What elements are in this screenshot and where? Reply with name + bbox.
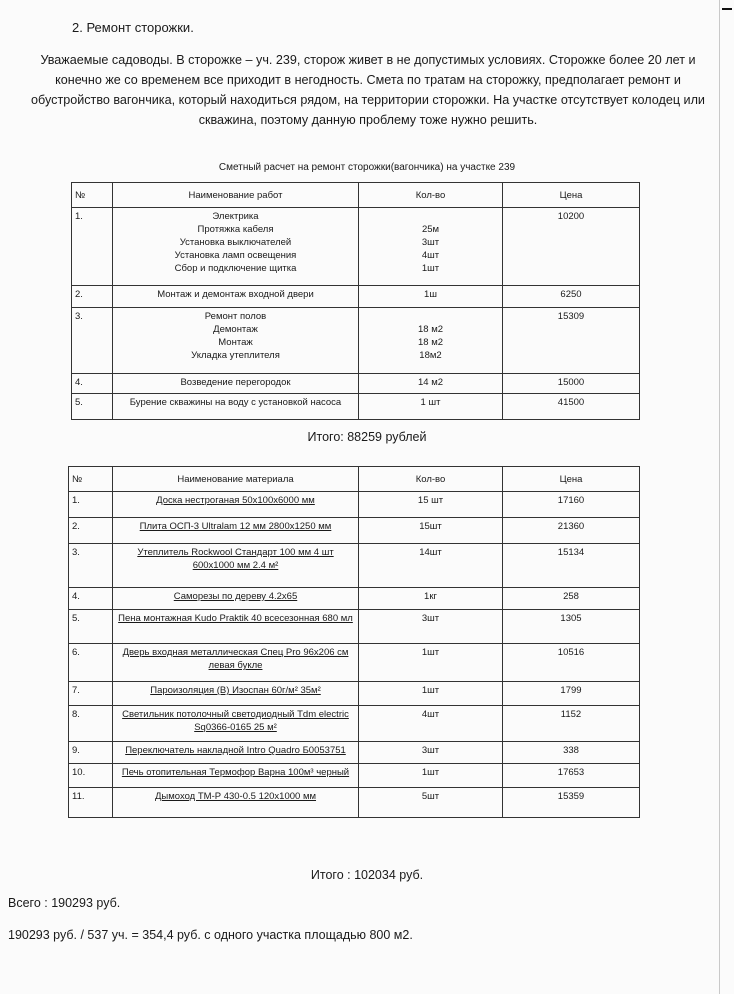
quantity-cell (359, 374, 503, 394)
work-name-line: Монтаж и демонтаж входной двери (157, 289, 314, 300)
header-material-name: Наименование материала (113, 467, 359, 492)
works-table-caption: Сметный расчет на ремонт сторожки(вагончика) на участке 239 (218, 162, 516, 173)
quantity-line: 1шт (421, 263, 440, 274)
works-estimate-table (71, 182, 640, 420)
table-row (69, 544, 640, 588)
material-name-cell (113, 706, 359, 742)
work-name-cell (113, 286, 359, 308)
price-cell: 338 (503, 742, 640, 764)
work-name-line: Установка выключателей (179, 237, 292, 248)
row-number: 4. (72, 374, 113, 394)
quantity-cell: 15шт (359, 518, 503, 544)
row-number: 2. (72, 286, 113, 308)
quantity-line: 18 м2 (417, 337, 444, 348)
material-name: Переключатель накладной Intro Quadro Б0053751 (125, 745, 346, 756)
quantity-cell: 3шт (359, 610, 503, 644)
material-name: Плита ОСП-3 Ultralam 12 мм 2800х1250 мм (139, 521, 332, 532)
row-number: 8. (69, 706, 113, 742)
table-row (69, 706, 640, 742)
quantity-line: 25м (421, 224, 440, 235)
material-name: Пена монтажная Kudo Praktik 40 всесезонная 680 мл (118, 613, 353, 624)
quantity-cell (359, 286, 503, 308)
quantity-cell: 3шт (359, 742, 503, 764)
per-lot-calculation: 190293 руб. / 537 уч. = 354,4 руб. с одного участка площадью 800 м2. (8, 928, 413, 942)
header-num: № (72, 183, 113, 208)
quantity-cell (359, 208, 503, 286)
material-name: Пароизоляция (В) Изоспан 60г/м² 35м² (150, 685, 321, 696)
header-quantity: Кол-во (359, 467, 503, 492)
row-number: 3. (69, 544, 113, 588)
material-name: Утеплитель Rockwool Стандарт 100 мм 4 шт 600x1000 мм 2.4 м² (137, 547, 334, 571)
intro-paragraph: Уважаемые садоводы. В сторожке – уч. 239, сторож живет в не допустимых условиях. Сторожке более 20 лет и конечно же со временем все приходит в негодность. Смета по тратам на сторожку, предполагает ремонт и обустройство вагончика, который находиться рядом, на территории сторожки. На участке отсутствует колодец или скважина, поэтому данную проблему тоже нужно решить. (31, 53, 705, 127)
row-number: 10. (69, 764, 113, 788)
row-number: 2. (69, 518, 113, 544)
quantity-line: 4шт (421, 250, 440, 261)
row-number: 5. (69, 610, 113, 644)
quantity-cell: 1шт (359, 764, 503, 788)
materials-total: Итого : 102034 руб. (310, 868, 424, 882)
table-row (69, 610, 640, 644)
quantity-line: 1 шт (420, 397, 441, 408)
material-name-cell (113, 682, 359, 706)
price-cell: 1152 (503, 706, 640, 742)
page-edge-line (719, 0, 720, 994)
material-name-cell (113, 610, 359, 644)
table-row (72, 286, 640, 308)
header-price: Цена (503, 467, 640, 492)
quantity-cell: 14шт (359, 544, 503, 588)
quantity-cell: 1кг (359, 588, 503, 610)
section-heading: 2. Ремонт сторожки. (72, 20, 194, 35)
table-row (72, 394, 640, 420)
quantity-cell: 1шт (359, 682, 503, 706)
table-row (72, 308, 640, 374)
work-name-line: Протяжка кабеля (197, 224, 274, 235)
price-cell: 6250 (503, 286, 640, 308)
header-work-name: Наименование работ (113, 183, 359, 208)
quantity-line (362, 310, 499, 323)
material-name-cell (113, 544, 359, 588)
price-cell: 10516 (503, 644, 640, 682)
price-cell: 1799 (503, 682, 640, 706)
work-name-cell (113, 394, 359, 420)
table-row (69, 518, 640, 544)
work-name-line: Сбор и подключение щитка (174, 263, 297, 274)
quantity-cell: 5шт (359, 788, 503, 818)
table-row (69, 788, 640, 818)
material-name: Доска нестроганая 50х100х6000 мм (156, 495, 315, 506)
material-name-cell (113, 788, 359, 818)
row-number: 1. (72, 208, 113, 286)
table-row (72, 374, 640, 394)
header-quantity: Кол-во (359, 183, 503, 208)
works-total: Итого: 88259 рублей (307, 430, 427, 444)
quantity-line: 18м2 (419, 350, 442, 361)
material-name-cell (113, 644, 359, 682)
row-number: 7. (69, 682, 113, 706)
work-name-line: Укладка утеплителя (191, 350, 280, 361)
header-price: Цена (503, 183, 640, 208)
material-name-cell (113, 588, 359, 610)
price-cell: 17653 (503, 764, 640, 788)
material-name-cell (113, 764, 359, 788)
price-cell: 17160 (503, 492, 640, 518)
work-name-line: Возведение перегородок (180, 377, 291, 388)
price-cell: 15309 (503, 308, 640, 374)
price-cell: 10200 (503, 208, 640, 286)
work-name-line: Установка ламп освещения (174, 250, 297, 261)
material-name-cell (113, 518, 359, 544)
row-number: 4. (69, 588, 113, 610)
table-row (72, 208, 640, 286)
material-name: Дымоход ТМ-Р 430-0.5 120х1000 мм (154, 791, 317, 802)
quantity-cell (359, 394, 503, 420)
work-name-cell (113, 308, 359, 374)
work-name-line: Демонтаж (213, 324, 258, 335)
quantity-cell (359, 308, 503, 374)
work-name-line: Электрика (212, 211, 259, 222)
quantity-cell: 1шт (359, 644, 503, 682)
grand-total: Всего : 190293 руб. (8, 896, 121, 910)
work-name-line: Бурение скважины на воду с установкой насоса (129, 397, 342, 408)
material-name: Дверь входная металлическая Спец Pro 96х206 см левая букле (122, 647, 349, 671)
quantity-line: 1ш (424, 289, 437, 300)
material-name-cell (113, 492, 359, 518)
quantity-line (362, 210, 499, 223)
row-number: 11. (69, 788, 113, 818)
table-row (69, 492, 640, 518)
table-row (69, 764, 640, 788)
quantity-line: 14 м2 (417, 377, 444, 388)
work-name-line: Монтаж (218, 337, 253, 348)
price-cell: 41500 (503, 394, 640, 420)
price-cell: 258 (503, 588, 640, 610)
table-header-row (69, 467, 640, 492)
material-name: Саморезы по дереву 4.2х65 (173, 591, 298, 602)
table-row (69, 682, 640, 706)
materials-estimate-table (68, 466, 640, 818)
row-number: 3. (72, 308, 113, 374)
quantity-line: 3шт (421, 237, 440, 248)
material-name-cell (113, 742, 359, 764)
quantity-line: 18 м2 (417, 324, 444, 335)
table-header-row (72, 183, 640, 208)
scan-mark (722, 8, 732, 10)
price-cell: 1305 (503, 610, 640, 644)
table-row (69, 742, 640, 764)
price-cell: 15000 (503, 374, 640, 394)
row-number: 9. (69, 742, 113, 764)
row-number: 6. (69, 644, 113, 682)
price-cell: 15134 (503, 544, 640, 588)
price-cell: 15359 (503, 788, 640, 818)
table-row (69, 644, 640, 682)
work-name-cell (113, 374, 359, 394)
row-number: 1. (69, 492, 113, 518)
header-num: № (69, 467, 113, 492)
quantity-cell: 4шт (359, 706, 503, 742)
row-number: 5. (72, 394, 113, 420)
table-row (69, 588, 640, 610)
work-name-cell (113, 208, 359, 286)
material-name: Светильник потолочный светодиодный Tdm electric Sq0366-0165 25 м² (122, 709, 349, 733)
quantity-cell: 15 шт (359, 492, 503, 518)
material-name: Печь отопительная Термофор Варна 100м³ черный (121, 767, 350, 778)
price-cell: 21360 (503, 518, 640, 544)
work-name-line: Ремонт полов (204, 311, 267, 322)
